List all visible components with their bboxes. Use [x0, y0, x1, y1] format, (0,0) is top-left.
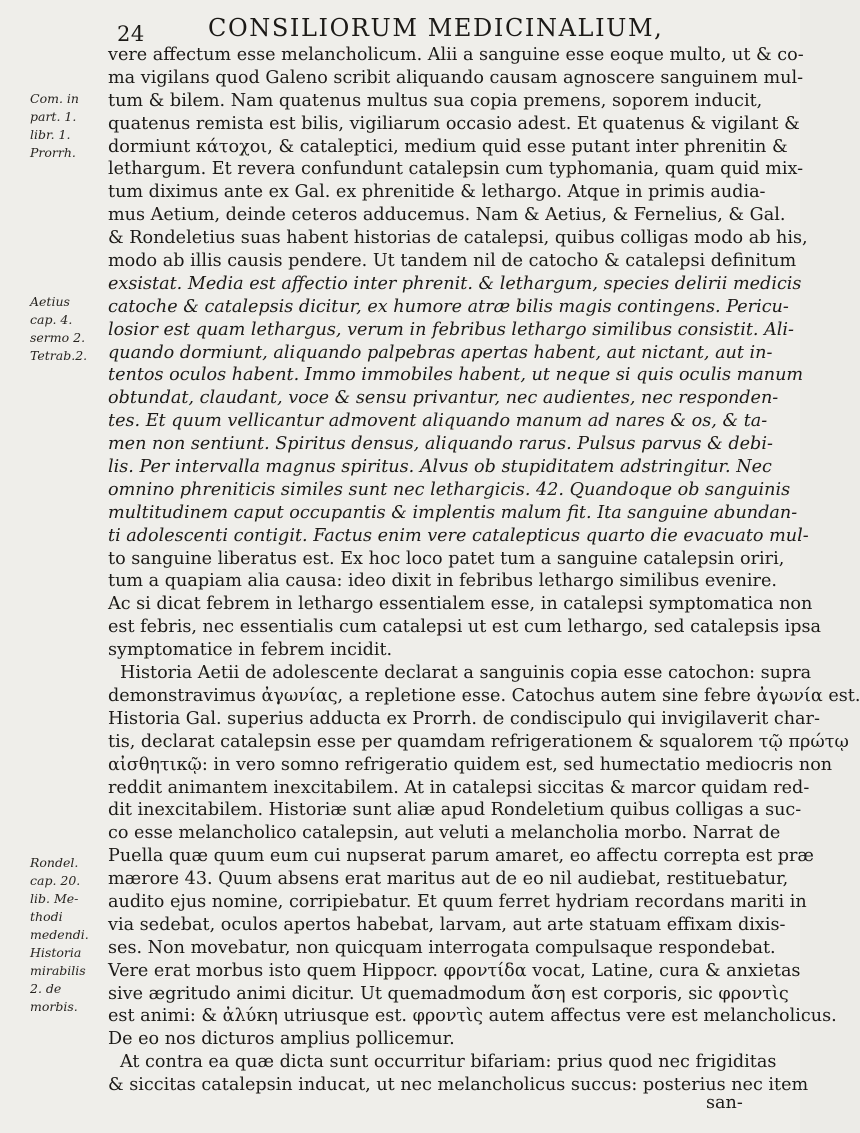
text-line: tum a quapiam alia causa: ideo dixit in febribus lethargo similibus evenire. [108, 571, 777, 592]
text-line: Ac si dicat febrem in lethargo essentialem esse, in catalepsi symptomatica non [108, 594, 813, 615]
text-line: catoche & catalepsis dicitur, ex humore atræ bilis magis contingens. Pericu- [108, 296, 789, 317]
text-line: lethargum. Et revera confundunt catalepsin cum typhomania, quam quid mix- [108, 159, 804, 180]
margin-note-line: Rondel. [30, 855, 79, 870]
text-line: Historia Gal. superius adducta ex Prorrh. de condiscipulo qui invigilaverit char- [108, 708, 820, 729]
catchword: san- [706, 1093, 743, 1113]
text-line: quatenus remista est bilis, vigiliarum occasio adest. Et quatenus & vigilant & [108, 113, 800, 134]
text-line: tentos oculos habent. Immo immobiles habent, ut neque si quis oculis manum [108, 365, 804, 386]
text-line: reddit animantem inexcitabilem. At in catalepsi siccitas & marcor quidam red- [108, 777, 810, 798]
margin-note-line: lib. Me- [30, 891, 79, 906]
text-line: De eo nos dicturos amplius pollicemur. [108, 1029, 455, 1050]
text-line: tum & bilem. Nam quatenus multus sua copia premens, soporem inducit, [108, 90, 763, 111]
text-line: omnino phreniticis similes sunt nec lethargicis. 42. Quandoque ob sanguinis [108, 479, 791, 500]
text-line: lis. Per intervalla magnus spiritus. Alvus ob stupiditatem adstringitur. Nec [108, 457, 772, 478]
text-line: mus Aetium, deinde ceteros adducemus. Nam & Aetius, & Fernelius, & Gal. [108, 205, 786, 226]
text-line: to sanguine liberatus est. Ex hoc loco patet tum a sanguine catalepsin oriri, [108, 548, 785, 569]
text-line: Vere erat morbus isto quem Hippocr. φροντίδα vocat, Latine, cura & anxietas [108, 960, 801, 981]
text-line: At contra ea quæ dicta sunt occurritur bifariam: prius quod nec frigiditas [120, 1052, 777, 1073]
margin-note-line: medendi. [30, 927, 89, 942]
margin-note-line: sermo 2. [30, 330, 86, 345]
text-line: men non sentiunt. Spiritus densus, aliquando rarus. Pulsus parvus & debi- [108, 434, 773, 455]
text-line: losior est quam lethargus, verum in febribus lethargo similibus consistit. Ali- [108, 319, 794, 340]
text-line: & Rondeletius suas habent historias de catalepsi, quibus colligas modo ab his, [108, 228, 808, 249]
text-line: tum diximus ante ex Gal. ex phrenitide & lethargo. Atque in primis audia- [108, 182, 766, 203]
text-line: Historia Aetii de adolescente declarat a sanguinis copia esse catochon: supra [120, 663, 812, 684]
page-number: 24 [117, 22, 145, 46]
margin-note-line: mirabilis [30, 963, 86, 978]
body-text [108, 44, 860, 1097]
text-line: ti adolescenti contigit. Factus enim vere catalepticus quarto die evacuato mul- [108, 525, 809, 546]
margin-note-line: cap. 4. [30, 312, 73, 327]
text-line: quando dormiunt, aliquando palpebras apertas habent, aut nictant, aut in- [108, 342, 773, 363]
margin-note-line: morbis. [30, 999, 78, 1014]
text-line: αἰσθητικῷ: in vero somno refrigeratio quidem est, sed humectatio mediocris non [108, 754, 833, 775]
text-line: vere affectum esse melancholicum. Alii a sanguine esse eoque multo, ut & co- [108, 45, 804, 65]
margin-note-line: part. 1. [30, 109, 77, 124]
text-line: sive ægritudo animi dicitur. Ut quemadmodum ἄση est corporis, sic φροντὶς [108, 983, 789, 1004]
text-line: dit inexcitabilem. Historiæ sunt aliæ apud Rondeletium quibus colligas a suc- [108, 800, 802, 821]
margin-note-line: thodi [30, 909, 63, 924]
text-line: est animi: & ἀλύκη utriusque est. φροντὶς autem affectus vere est melancholicus. [108, 1006, 837, 1027]
margin-note-line: Aetius [30, 294, 70, 309]
text-line: & siccitas catalepsin inducat, ut nec melancholicus succus: posterius nec item [108, 1075, 809, 1096]
margin-note-rondel [30, 854, 89, 1016]
running-title: CONSILIORUM MEDICINALIUM, [208, 14, 664, 42]
margin-note-line: Tetrab.2. [30, 348, 88, 363]
text-line: via sedebat, oculos apertos habebat, larvam, aut arte statuam effixam dixis- [108, 914, 786, 935]
text-line: audito ejus nomine, corripiebatur. Et quum ferret hydriam recordans mariti in [108, 891, 807, 912]
text-line: co esse melancholico catalepsin, aut veluti a melancholia morbo. Narrat de [108, 823, 781, 844]
text-line: exsistat. Media est affectio inter phrenit. & lethargum, species delirii medicis [108, 273, 802, 294]
margin-note-com [30, 90, 79, 162]
text-line: est febris, nec essentialis cum catalepsi ut est cum lethargo, sed catalepsis ipsa [108, 617, 822, 638]
text-line: tes. Et quum vellicantur admovent aliquando manum ad nares & os, & ta- [108, 411, 768, 432]
text-line: Puella quæ quum eum cui nupserat parum amaret, eo affectu correpta est præ [108, 846, 814, 867]
margin-note-line: Com. in [30, 91, 79, 106]
margin-note-line: Prorrh. [30, 145, 76, 160]
text-line: modo ab illis causis pendere. Ut tandem nil de catocho & catalepsi definitum [108, 251, 797, 272]
margin-note-line: Historia [30, 945, 82, 960]
margin-note-line: 2. de [30, 981, 62, 996]
text-line: mærore 43. Quum absens erat maritus aut de eo nil audiebat, restituebatur, [108, 869, 789, 890]
margin-note-line: cap. 20. [30, 873, 81, 888]
page-header [0, 6, 800, 46]
margin-note-line: libr. 1. [30, 127, 71, 142]
text-line: tis, declarat catalepsin esse per quamdam refrigerationem & squalorem τῷ πρώτῳ [108, 731, 849, 752]
text-line: obtundat, claudant, voce & sensu privantur, nec audientes, nec responden- [108, 388, 779, 409]
margin-note-aetius [30, 293, 87, 365]
text-line: multitudinem caput occupantis & implentis malum fit. Ita sanguine abundan- [108, 502, 798, 523]
text-line: demonstravimus ἀγωνίας, a repletione esse. Catochus autem sine febre ἀγωνία est. [108, 685, 860, 706]
text-line: dormiunt κάτοχοι, & cataleptici, medium quid esse putant inter phrenitin & [108, 136, 788, 157]
text-line: ma vigilans quod Galeno scribit aliquando causam agnoscere sanguinem mul- [108, 67, 804, 88]
text-line: symptomatice in febrem incidit. [108, 640, 393, 661]
text-line: ses. Non movebatur, non quicquam interrogata compulsaque respondebat. [108, 937, 776, 958]
